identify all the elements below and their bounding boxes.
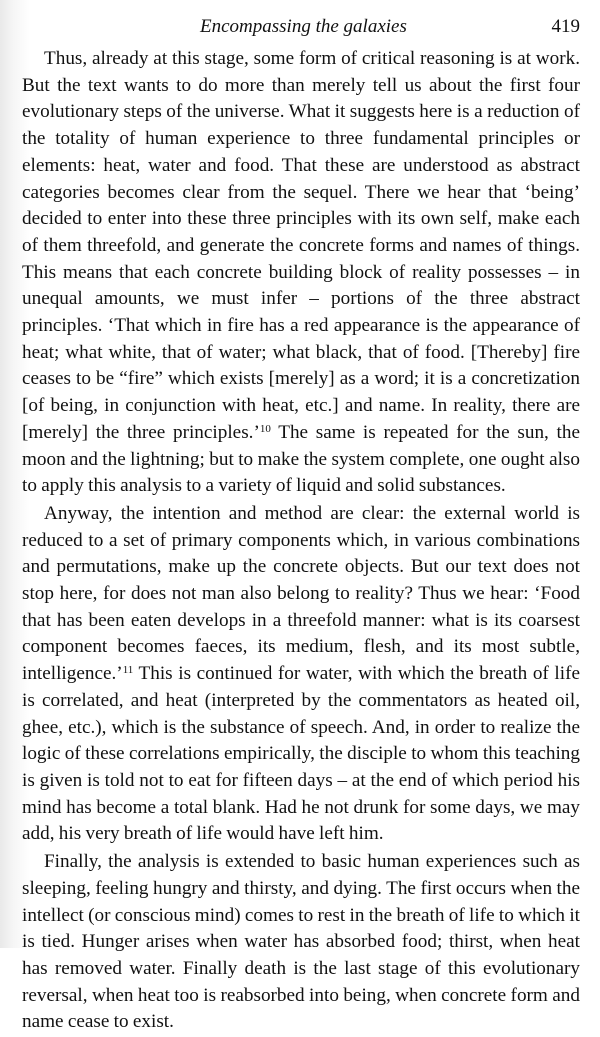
footnote-reference: 11 [122, 664, 134, 677]
paragraph-3 [22, 849, 580, 1036]
paragraph-2 [22, 501, 580, 848]
page-number: 419 [551, 16, 580, 37]
paragraph-text: Anyway, the intention and method are clear: the external world is reduced to a set of primary components which, in various combinations and permutations, make up the concrete objects. But our text does not stop here, for does not man also belong to reality? Thus we hear: ‘Food that has been eaten develops in a threefold manner: what is its coarsest component becomes faeces, its medium, flesh, and its most subtle, intelligence.’ [22, 502, 580, 685]
footnote-reference: 10 [259, 422, 271, 435]
paragraph-text: This is continued for water, with which the breath of life is correlated, and heat (interpreted by the commentators as heated oil, ghee, etc.), which is the substance of speech. And, in order to realize the logic of these correlations empirically, the disciple to whom this teaching is given is told not to eat for fifteen days – at the end of which period his mind has become a total blank. Had he not drunk for some days, we may add, his very breath of life would have left him. [22, 663, 580, 845]
paragraph-text: Finally, the analysis is extended to basic human experiences such as sleeping, feeling hungry and thirsty, and dying. The first occurs when the intellect (or conscious mind) comes to rest in the breath of life to which it is tied. Hunger arises when water has absorbed food; thirst, when heat has removed water. Finally death is the last stage of this evolutionary reversal, when heat too is reabsorbed into being, when concrete form and name cease to exist. [22, 851, 580, 1033]
paragraph-text: The same is repeated for the sun, the moon and the lightning; but to make the system complete, one ought also to apply this analysis to a variety of liquid and solid substances. [22, 421, 580, 497]
body-text [22, 46, 580, 1037]
paragraph-1 [22, 46, 580, 500]
running-title: Encompassing the galaxies [200, 16, 407, 37]
paragraph-text: Thus, already at this stage, some form of critical reasoning is at work. But the text wants to do more than merely tell us about the first four evolutionary steps of the universe. What it suggests here is a reduction of the totality of human experience to three fundamental principles or elements: heat, water and food. That these are understood as abstract categories becomes clear from the sequel. There we hear that ‘being’ decided to enter into these three principles with its own self, make each of them threefold, and generate the concrete forms and names of things. This means that each concrete building block of reality possesses – in unequal amounts, we must infer – portions of the three abstract principles. ‘That which in fire has a red appearance is the appearance of heat; what white, that of water; what black, that of food. [Thereby] fire ceases to be “fire” which exists [merely] as a word; it is a concretization [of being, in conjunction with heat, etc.] and name. In reality, there are [merely] the three principles.’ [22, 48, 580, 443]
page-header [22, 14, 580, 40]
